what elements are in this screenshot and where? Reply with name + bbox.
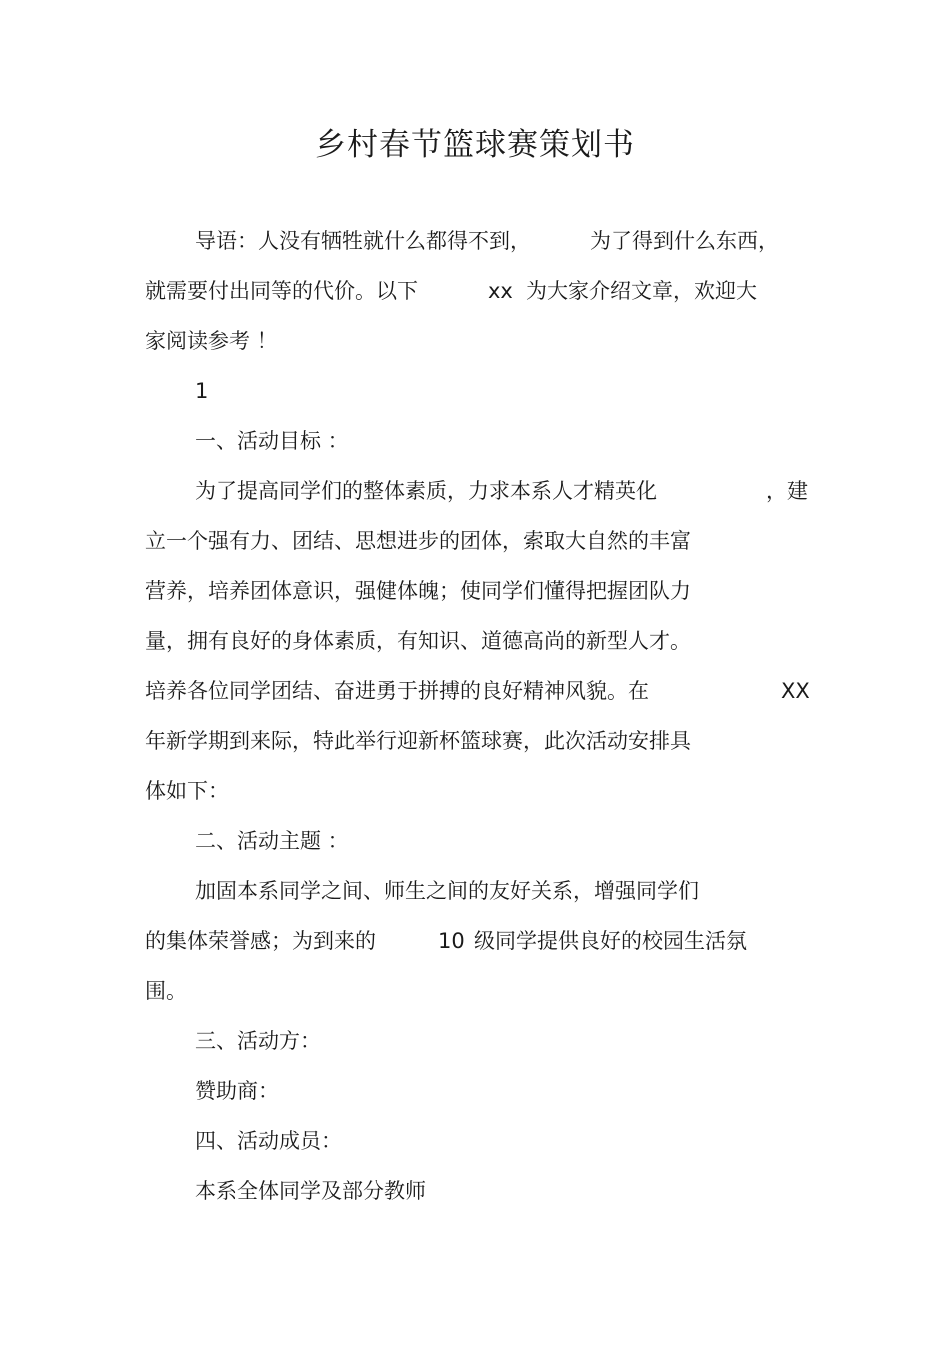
text-segment: 为了提高同学们的整体素质，力求本系人才精英化 (195, 479, 657, 503)
text-segment: 年新学期到来际，特此举行迎新杯篮球赛，此次活动安排具 (145, 729, 691, 753)
text-segment: 培养各位同学团结、奋进勇于拼搏的良好精神风貌。在 (145, 679, 649, 703)
text-segment: XX (781, 679, 810, 703)
text-segment: 本系全体同学及部分教师 (195, 1179, 426, 1203)
text-segment: 四、活动成员： (195, 1129, 342, 1153)
text-segment: 二、活动主题 ： (195, 829, 349, 853)
text-segment: 量，拥有良好的身体素质，有知识、道德高尚的新型人才。 (145, 629, 691, 653)
text-segment: 为大家介绍文章，欢迎大 (526, 279, 757, 303)
text-segment: 级同学提供良好的校园生活氛 (474, 929, 747, 953)
text-segment: 加固本系同学之间、师生之间的友好关系，增强同学们 (195, 879, 699, 903)
text-segment: 围。 (145, 979, 187, 1003)
text-segment: 导语：人没有牺牲就什么都得不到， (195, 229, 531, 253)
text-segment: 一、活动目标 ： (195, 429, 349, 453)
document-title: 乡村春节篮球赛策划书 (315, 127, 635, 163)
text-segment: xx (488, 279, 513, 303)
text-segment: 三、活动方： (195, 1029, 321, 1053)
text-segment: 体如下： (145, 779, 229, 803)
text-segment: 营养，培养团体意识，强健体魄；使同学们懂得把握团队力 (145, 579, 691, 603)
text-segment: 立一个强有力、团结、思想进步的团体，索取大自然的丰富 (145, 529, 691, 553)
text-segment: 的集体荣誉感；为到来的 (145, 929, 376, 953)
text-segment: 赞助商： (195, 1079, 279, 1103)
text-segment: 10 (438, 929, 465, 953)
text-segment: 就需要付出同等的代价。以下 (145, 279, 418, 303)
text-segment: 1 (195, 379, 209, 403)
text-segment: 家阅读参考 ！ (145, 329, 278, 353)
text-segment: 为了得到什么东西， (590, 229, 779, 253)
text-segment: ，建 (766, 479, 808, 503)
